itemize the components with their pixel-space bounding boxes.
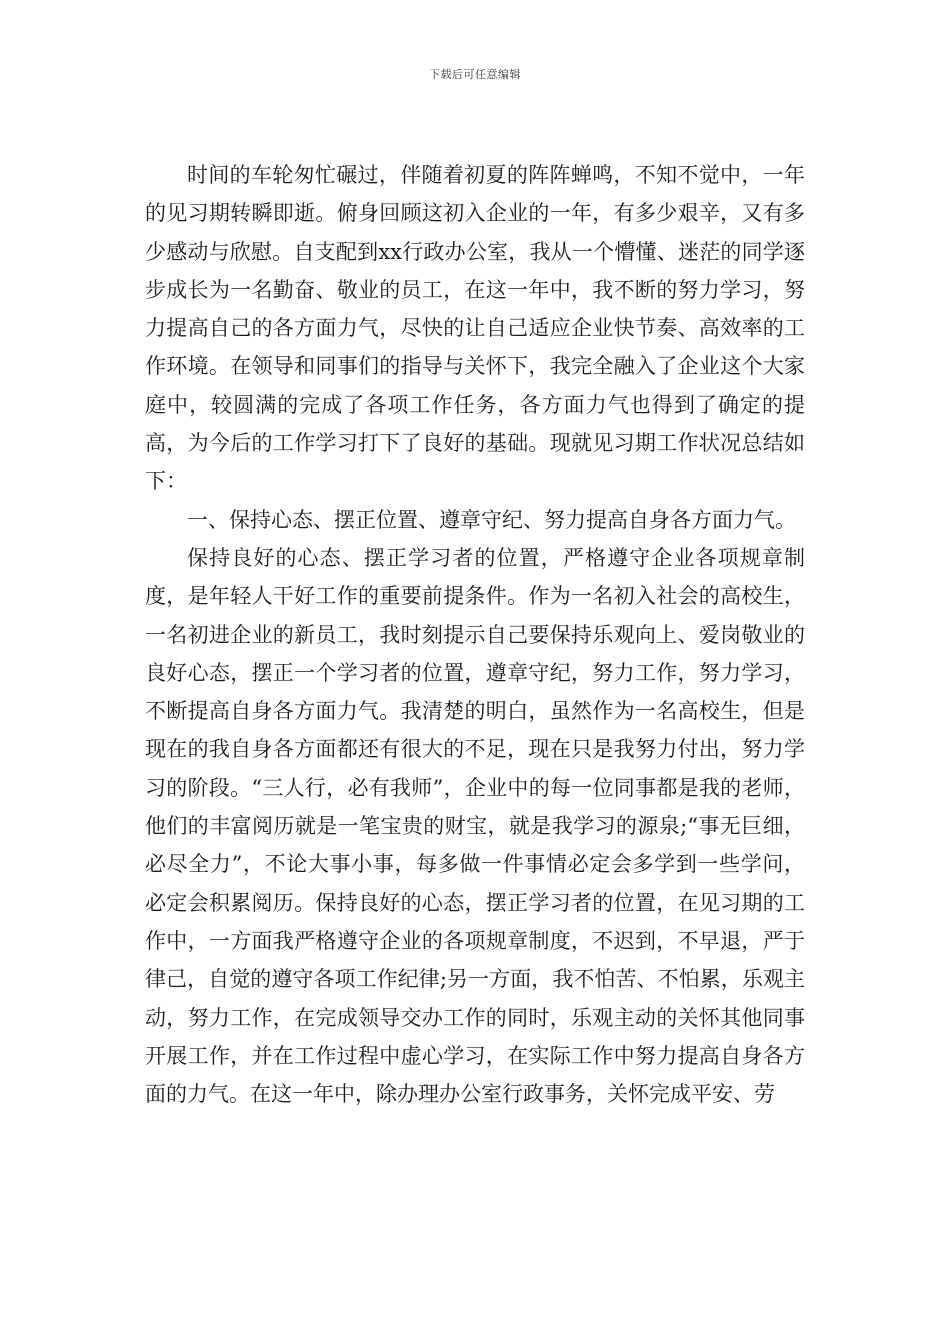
intro-paragraph: 时间的车轮匆忙碾过，伴随着初夏的阵阵蝉鸣，不知不觉中，一年的见习期转瞬即逝。俯身回顾这初入企业的一年，有多少艰辛，又有多少感动与欣慰。自支配到xx行政办公室，我从一个懵懂、迷茫的同学逐步成长为一名勤奋、敬业的员工，在这一年中，我不断的努力学习，努力提高自己的各方面力气，尽快的让自己适应企业快节奏、高效率的工作环境。在领导和同事们的指导与关怀下，我完全融入了企业这个大家庭中，较圆满的完成了各项工作任务，各方面力气也得到了确定的提高，为今后的工作学习打下了良好的基础。现就见习期工作状况总结如下：	[145, 163, 805, 494]
page-header: 下载后可任意编辑	[429, 68, 521, 81]
section-1-paragraph: 保持良好的心态、摆正学习者的位置，严格遵守企业各项规章制度，是年轻人干好工作的重要前提条件。作为一名初入社会的高校生，一名初进企业的新员工，我时刻提示自己要保持乐观向上、爱岗敬业的良好心态，摆正一个学习者的位置，遵章守纪，努力工作，努力学习，不断提高自身各方面力气。我清楚的明白，虽然作为一名高校生，但是现在的我自身各方面都还有很大的不足，现在只是我努力付出，努力学习的阶段。“三人行，必有我师”，企业中的每一位同事都是我的老师，他们的丰富阅历就是一笔宝贵的财宝，就是我学习的源泉;“事无巨细，必尽全力”，不论大事小事，每多做一件事情必定会多学到一些学问，必定会积累阅历。保持良好的心态，摆正学习者的位置，在见习期的工作中，一方面我严格遵守企业的各项规章制度，不迟到，不早退，严于律己，自觉的遵守各项工作纪律;另一方面，我不怕苦、不怕累，乐观主动，努力工作，在完成领导交办工作的同时，乐观主动的关怀其他同事开展工作，并在工作过程中虚心学习，在实际工作中努力提高自身各方面的力气。在这一年中，除办理办公室行政事务，关怀完成平安、劳	[145, 545, 805, 1107]
document-body	[145, 156, 805, 1113]
section-heading-1: 一、保持心态、摆正位置、遵章守纪、努力提高自身各方面力气。	[187, 507, 796, 532]
